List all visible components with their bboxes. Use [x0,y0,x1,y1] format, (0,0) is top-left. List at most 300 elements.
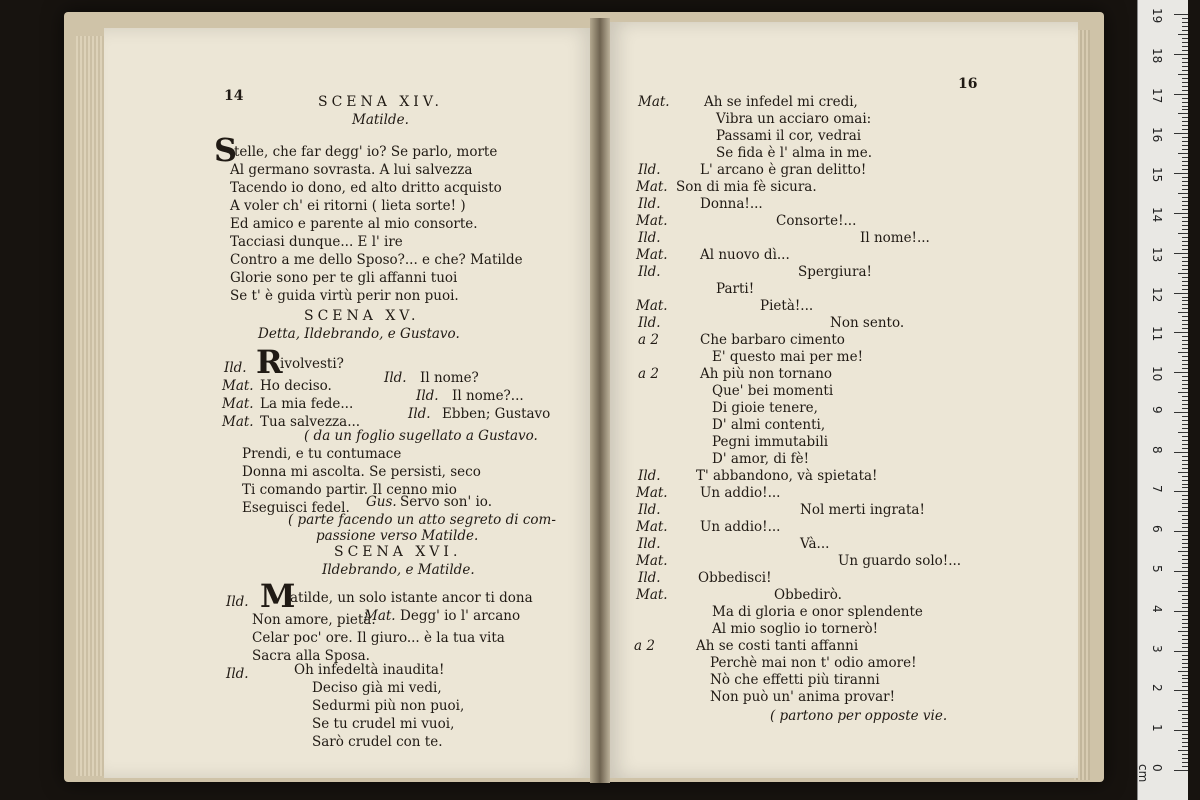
ruler-tick [1178,392,1188,393]
verse-line: Ah più non tornano [700,366,833,382]
verse-line: Ebben; Gustavo [442,406,551,422]
verse-line: Nò che effetti più tiranni [710,672,880,688]
speaker-label: Ild. [638,570,661,586]
ruler-tick [1178,233,1188,234]
ruler-tick [1182,149,1188,150]
ruler-tick [1182,46,1188,47]
speaker-label: Ild. [638,196,661,212]
ruler-tick [1182,90,1188,91]
ruler-tick [1182,189,1188,190]
ruler-tick [1174,372,1188,373]
verse-line: Prendi, e tu contumace [242,446,402,462]
scene-heading: SCENA XIV. [318,94,443,110]
page-number: 16 [958,76,978,92]
ruler-tick [1182,480,1188,481]
ruler-tick [1182,647,1188,648]
verse-line: Non sento. [830,315,905,331]
ruler-tick [1182,58,1188,59]
verse-line: atilde, un solo istante ancor ti dona [290,590,533,606]
speaker-label: Mat. [636,587,668,603]
ruler-tick [1182,583,1188,584]
ruler-tick [1182,563,1188,564]
verse-line: Spergiura! [798,264,872,280]
ruler-tick [1174,412,1188,413]
verse-line: Non amore, pietà. [252,612,376,628]
verse-line: Obbedirò. [774,587,842,603]
speaker-label: Mat. [636,298,668,314]
ruler-tick [1182,181,1188,182]
verse-line: Celar poc' ore. Il giuro... è la tua vita [252,630,505,646]
ruler-tick [1178,432,1188,433]
ruler-tick [1182,579,1188,580]
verse-line: Son di mia fè sicura. [676,179,817,195]
verse-line: D' almi contenti, [712,417,826,433]
ruler-tick [1182,702,1188,703]
ruler-tick [1182,400,1188,401]
verse-line: Donna mi ascolta. Se persisti, seco [242,464,481,480]
verse-line: Degg' io l' arcano [400,608,521,624]
verse-line: Di gioie tenere, [712,400,818,416]
ruler-tick [1182,121,1188,122]
right-page [604,22,1078,778]
ruler-tick [1178,352,1188,353]
scene-heading: SCENA XV. [304,308,420,324]
ruler-tick [1182,543,1188,544]
verse-line: Que' bei momenti [712,383,834,399]
ruler-tick [1182,623,1188,624]
speaker-label: Mat. [636,179,668,195]
ruler-label: 2 [1150,684,1164,693]
ruler-label: 17 [1150,87,1164,103]
ruler-tick [1182,599,1188,600]
ruler-tick [1182,102,1188,103]
drop-cap: R [256,343,283,381]
book-gutter [590,18,610,783]
ruler-tick [1182,698,1188,699]
ruler-tick [1174,14,1188,15]
ruler-tick [1178,113,1188,114]
speaker-label: Mat. [638,94,670,110]
ruler-tick [1182,324,1188,325]
speaker-label: Ild. [416,388,439,404]
ruler-tick [1182,495,1188,496]
ruler-tick [1182,348,1188,349]
speaker-label: Mat. [222,378,254,394]
verse-line: Se fida è l' alma in me. [716,145,873,161]
verse-line: Eseguisci fedel. [242,500,350,516]
ruler-tick [1182,197,1188,198]
ruler-tick [1182,706,1188,707]
verse-line: Se tu crudel mi vuoi, [312,716,455,732]
ruler-tick [1182,682,1188,683]
speaker-label: Ild. [226,666,249,682]
ruler-tick [1178,710,1188,711]
verse-line: Il nome!... [860,230,930,246]
ruler-tick [1182,249,1188,250]
ruler-tick [1182,265,1188,266]
ruler-tick [1182,304,1188,305]
speaker-label: a 2 [638,332,659,348]
ruler-tick [1182,420,1188,421]
ruler-tick [1182,468,1188,469]
ruler-tick [1182,762,1188,763]
ruler-tick [1182,98,1188,99]
verse-line: Non può un' anima provar! [710,689,896,705]
verse-line: Il nome?... [452,388,524,404]
ruler-tick [1174,54,1188,55]
ruler-label: 19 [1150,8,1164,24]
ruler-tick [1182,718,1188,719]
ruler-tick [1178,750,1188,751]
ruler-tick [1182,742,1188,743]
ruler-tick [1182,587,1188,588]
ruler-tick [1174,690,1188,691]
verse-line: Contro a me dello Sposo?... e che? Matilde [230,252,523,268]
ruler-tick [1182,456,1188,457]
verse-line: Tacciasi dunque... E l' ire [230,234,403,250]
ruler-tick [1182,408,1188,409]
ruler-tick [1182,205,1188,206]
ruler-tick [1182,487,1188,488]
ruler-tick [1182,754,1188,755]
verse-line: Consorte!... [776,213,857,229]
ruler-tick [1182,476,1188,477]
ruler-label: 14 [1150,206,1164,223]
ruler-label: 18 [1150,47,1164,64]
speaker-label: Ild. [638,264,661,280]
stage-direction: ( parte facendo un atto segreto di com- [288,512,556,528]
ruler-tick [1182,555,1188,556]
ruler-tick [1182,241,1188,242]
verse-line: Sedurmi più non puoi, [312,698,465,714]
speaker-label: Mat. [636,247,668,263]
ruler-tick [1182,82,1188,83]
drop-cap: S [214,131,238,169]
ruler-tick [1182,269,1188,270]
speaker-label: Ild. [638,315,661,331]
ruler-tick [1182,686,1188,687]
verse-line: Donna!... [700,196,763,212]
ruler-tick [1182,201,1188,202]
ruler-tick [1182,340,1188,341]
ruler-label: 6 [1150,525,1164,533]
ruler-tick [1182,615,1188,616]
ruler-tick [1182,595,1188,596]
ruler-label: 12 [1150,286,1164,302]
ruler-tick [1182,145,1188,146]
verse-line: E' questo mai per me! [712,349,864,365]
ruler-tick [1182,675,1188,676]
ruler-tick [1182,289,1188,290]
ruler-tick [1182,285,1188,286]
ruler-tick [1182,300,1188,301]
ruler-tick [1182,320,1188,321]
ruler-label: 4 [1150,604,1164,613]
ruler-tick [1174,293,1188,294]
ruler-tick [1182,364,1188,365]
speaker-label: Mat. [636,553,668,569]
ruler-tick [1174,491,1188,492]
ruler-tick [1182,535,1188,536]
ruler-tick [1182,539,1188,540]
ruler-tick [1182,440,1188,441]
ruler-tick [1182,722,1188,723]
ruler-tick [1182,714,1188,715]
ruler-tick [1182,384,1188,385]
ruler-label: 9 [1150,405,1164,414]
ruler-tick [1182,559,1188,560]
verse-line: Passami il cor, vedrai [716,128,862,144]
verse-line: Ah se infedel mi credi, [704,94,858,110]
verse-line: Perchè mai non t' odio amore! [710,655,917,671]
ruler-tick [1182,368,1188,369]
verse-line: telle, che far degg' io? Se parlo, morte [234,144,498,160]
speaker-label: Mat. [364,608,396,624]
ruler-tick [1182,404,1188,405]
ruler-tick [1182,643,1188,644]
ruler-tick [1174,730,1188,731]
speaker-label: Ild. [638,468,661,484]
ruler-tick [1182,523,1188,524]
verse-line: Se t' è guida virtù perir non puoi. [230,288,459,304]
ruler-label: 5 [1150,565,1164,573]
ruler-tick [1182,86,1188,87]
ruler-label: 8 [1150,445,1164,454]
speaker-label: Ild. [226,594,249,610]
ruler-tick [1182,106,1188,107]
ruler-tick [1174,213,1188,214]
verse-line: La mia fede... [260,396,354,412]
ruler-tick [1182,42,1188,43]
speaker-label: Mat. [222,414,254,430]
ruler-tick [1182,503,1188,504]
ruler-tick [1174,332,1188,333]
verse-line: Al mio soglio io tornerò! [712,621,879,637]
ruler-label: 3 [1150,644,1164,653]
ruler-tick [1182,619,1188,620]
verse-line: Ma di gloria e onor splendente [712,604,923,620]
ruler-tick [1178,153,1188,154]
ruler-label: 7 [1150,485,1164,494]
ruler-tick [1182,261,1188,262]
ruler-tick [1182,225,1188,226]
speaker-label: Ild. [638,162,661,178]
verse-line: Sarò crudel con te. [312,734,443,750]
ruler-tick [1182,726,1188,727]
ruler-tick [1182,109,1188,110]
ruler-tick [1182,18,1188,19]
ruler-tick [1182,308,1188,309]
ruler-tick [1182,396,1188,397]
ruler-tick [1182,336,1188,337]
ruler-tick [1182,388,1188,389]
stage-direction: passione verso Matilde. [316,528,479,544]
verse-line: Tua salvezza... [260,414,361,430]
ruler-tick [1178,74,1188,75]
ruler-tick [1178,671,1188,672]
ruler-tick [1182,507,1188,508]
ruler-tick [1182,659,1188,660]
ruler-tick [1182,50,1188,51]
verse-line: Un addio!... [700,519,781,535]
ruler-tick [1182,448,1188,449]
scene-heading: SCENA XVI. [334,544,462,560]
ruler-tick [1182,344,1188,345]
ruler-tick [1182,209,1188,210]
speaker-label: Ild. [638,536,661,552]
scene-characters: Ildebrando, e Matilde. [322,562,475,578]
ruler-tick [1182,129,1188,130]
verse-line: Sacra alla Sposa. [252,648,370,664]
ruler-tick [1182,117,1188,118]
ruler-tick [1182,257,1188,258]
verse-line: Un addio!... [700,485,781,501]
ruler-tick [1182,245,1188,246]
ruler-tick [1174,611,1188,612]
speaker-label: Mat. [636,519,668,535]
ruler-tick [1174,253,1188,254]
ruler-tick [1178,472,1188,473]
scene-characters: Matilde. [352,112,409,128]
ruler-tick [1182,766,1188,767]
drop-cap: M [260,577,296,615]
ruler-tick [1182,356,1188,357]
scene-characters: Detta, Ildebrando, e Gustavo. [258,326,460,342]
speaker-label: Mat. [636,485,668,501]
ruler-tick [1182,678,1188,679]
ruler-tick [1182,424,1188,425]
speaker-label: Ild. [384,370,407,386]
ruler-tick [1182,38,1188,39]
ruler-tick [1182,281,1188,282]
verse-line: Tacendo io dono, ed alto dritto acquisto [230,180,502,196]
verse-line: Ed amico e parente al mio consorte. [230,216,478,232]
verse-line: Deciso già mi vedi, [312,680,442,696]
ruler-tick [1182,607,1188,608]
ruler-tick [1182,22,1188,23]
ruler-tick [1182,360,1188,361]
speaker-label: Ild. [638,502,661,518]
ruler-tick [1182,603,1188,604]
ruler-tick [1182,161,1188,162]
ruler-tick [1182,237,1188,238]
ruler-tick [1182,663,1188,664]
ruler-tick [1182,157,1188,158]
ruler-tick [1182,229,1188,230]
ruler-tick [1182,328,1188,329]
ruler-tick [1182,484,1188,485]
verse-line: Glorie sono per te gli affanni tuoi [230,270,458,286]
verse-line: Nol merti ingrata! [800,502,925,518]
verse-line: Ti comando partir. Il cenno mio [242,482,457,498]
ruler-label: 10 [1150,366,1164,382]
ruler-tick [1182,70,1188,71]
ruler-tick [1182,185,1188,186]
ruler-label: 11 [1150,326,1164,342]
ruler-tick [1182,738,1188,739]
ruler-tick [1182,575,1188,576]
ruler-tick [1178,34,1188,35]
ruler-tick [1182,515,1188,516]
measuring-ruler [1137,0,1188,800]
ruler-tick [1174,94,1188,95]
speaker-label: Gus. [366,494,397,510]
ruler-tick [1178,551,1188,552]
speaker-label: Ild. [638,230,661,246]
ruler-tick [1182,639,1188,640]
ruler-tick [1182,30,1188,31]
ruler-tick [1182,746,1188,747]
verse-line: Servo son' io. [400,494,492,510]
ruler-tick [1182,499,1188,500]
ruler-label: 16 [1150,127,1164,143]
ruler-tick [1182,567,1188,568]
ruler-tick [1182,547,1188,548]
ruler-tick [1182,217,1188,218]
ruler-tick [1182,758,1188,759]
ruler-tick [1182,137,1188,138]
ruler-label: 15 [1150,167,1164,183]
speaker-label: a 2 [634,638,655,654]
ruler-tick [1182,464,1188,465]
ruler-tick [1178,631,1188,632]
ruler-tick [1182,436,1188,437]
verse-line: L' arcano è gran delitto! [700,162,867,178]
ruler-tick [1182,26,1188,27]
ruler-label: 0 cm [1136,764,1164,783]
ruler-tick [1182,635,1188,636]
speaker-label: Ild. [224,360,247,376]
verse-line: Ho deciso. [260,378,332,394]
ruler-tick [1178,511,1188,512]
ruler-tick [1182,66,1188,67]
ruler-tick [1182,177,1188,178]
verse-line: Pietà!... [760,298,814,314]
ruler-tick [1182,627,1188,628]
ruler-tick [1182,316,1188,317]
ruler-tick [1182,444,1188,445]
verse-line: Il nome? [420,370,479,386]
speaker-label: Ild. [408,406,431,422]
verse-line: Ah se costi tanti affanni [696,638,859,654]
ruler-tick [1182,62,1188,63]
verse-line: Parti! [716,281,755,297]
ruler-label: 1 [1150,724,1164,732]
verse-line: Un guardo solo!... [838,553,962,569]
ruler-tick [1182,297,1188,298]
ruler-tick [1178,193,1188,194]
ruler-tick [1182,416,1188,417]
verse-line: Che barbaro cimento [700,332,845,348]
verse-line: T' abbandono, và spietata! [696,468,878,484]
ruler-tick [1174,133,1188,134]
ruler-tick [1182,460,1188,461]
ruler-tick [1178,591,1188,592]
ruler-tick [1174,571,1188,572]
ruler-tick [1182,277,1188,278]
ruler-tick [1182,125,1188,126]
speaker-label: Mat. [636,213,668,229]
verse-line: Oh infedeltà inaudita! [294,662,445,678]
stage-direction: ( da un foglio sugellato a Gustavo. [304,428,538,444]
ruler-tick [1182,221,1188,222]
verse-line: Al nuovo dì... [700,247,790,263]
page-number: 14 [224,88,244,104]
verse-line: Pegni immutabili [712,434,829,450]
ruler-tick [1182,655,1188,656]
ruler-tick [1182,527,1188,528]
ruler-tick [1178,312,1188,313]
